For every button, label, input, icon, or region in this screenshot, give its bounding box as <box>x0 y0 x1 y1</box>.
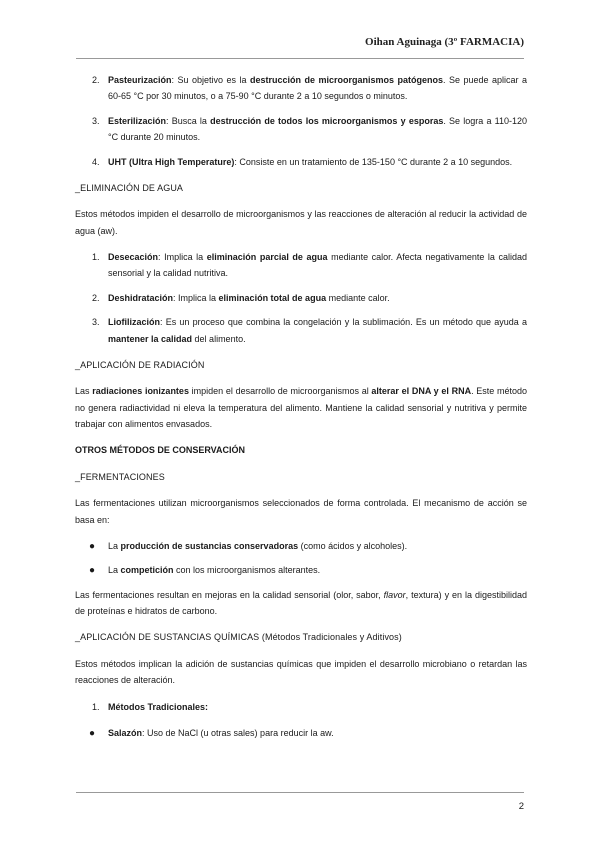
text: Las fermentaciones resultan en mejoras en la calidad sensorial (olor, sabor, <box>75 589 384 600</box>
term: Desecación <box>108 252 159 262</box>
emphasis: competición <box>120 565 174 576</box>
italic-text: flavor <box>383 589 406 600</box>
list-item <box>75 699 527 715</box>
heading-other-methods: OTROS MÉTODOS DE CONSERVACIÓN <box>75 445 246 456</box>
list-number: 4. <box>92 156 100 167</box>
header-divider <box>76 58 524 59</box>
text: : Implica la <box>158 252 207 262</box>
list-number: 2. <box>92 292 100 303</box>
emphasis: destrucción de todos los microorganismos y esporas <box>210 115 444 126</box>
text: : Busca la <box>166 115 211 126</box>
emphasis: alterar el DNA y el RNA <box>371 386 472 397</box>
list-item <box>75 72 527 105</box>
footer-divider <box>76 792 524 793</box>
text: (como ácidos y alcoholes). <box>298 540 408 551</box>
bullet-icon: ● <box>89 540 96 552</box>
list-item <box>75 154 527 170</box>
list-number: 3. <box>92 317 100 328</box>
fermentation-bullets <box>75 538 527 579</box>
chemical-methods-list <box>75 699 527 715</box>
text: : Es un proceso que combina la congelación y la sublimación. Es un método que ayuda a <box>160 317 527 328</box>
section-title-radiation: _APLICACIÓN DE RADIACIÓN <box>75 359 205 370</box>
water-methods-list <box>75 249 527 347</box>
text: mediante calor. <box>326 292 390 303</box>
page-number: 2 <box>518 801 524 812</box>
list-item <box>75 725 527 741</box>
term: Liofilización <box>108 317 161 328</box>
text: La <box>108 565 121 576</box>
section-title-water: _ELIMINACIÓN DE AGUA <box>75 182 184 193</box>
text: . Se logra a 110-120 °C durante 20 minutos. <box>108 115 528 143</box>
text: : Su objetivo es la <box>171 75 250 85</box>
text: _APLICACIÓN DE SUSTANCIAS QUÍMICAS <box>75 632 260 643</box>
list-number: 3. <box>92 115 100 126</box>
bullet-icon: ● <box>89 565 96 577</box>
text: : Consiste en un tratamiento de 135-150 °C durante 2 a 10 segundos. <box>234 156 513 167</box>
document-body <box>75 72 527 749</box>
term: UHT (Ultra High Temperature) <box>108 156 235 167</box>
text: (Métodos Tradicionales y Aditivos) <box>259 632 402 643</box>
list-item <box>75 314 527 347</box>
section-title-chemical <box>75 629 527 645</box>
list-number: 2. <box>92 75 100 85</box>
list-item <box>75 290 527 306</box>
emphasis: eliminación parcial de agua <box>206 252 328 262</box>
text: : Uso de NaCl (u otras sales) para reducir la aw. <box>142 727 334 738</box>
emphasis: mantener la calidad <box>108 333 193 344</box>
term: Métodos Tradicionales: <box>108 701 209 712</box>
list-number: 1. <box>92 701 100 712</box>
list-item <box>75 249 527 282</box>
term: Esterilización <box>108 115 167 126</box>
paragraph: Estos métodos implican la adición de sustancias químicas que impiden el desarrollo microbiano o retardan las reacciones de alteración. <box>75 658 527 686</box>
list-item <box>75 562 527 578</box>
list-item <box>75 538 527 554</box>
paragraph <box>75 587 527 620</box>
text: con los microorganismos alterantes. <box>173 565 321 576</box>
text: La <box>108 540 121 551</box>
emphasis: producción de sustancias conservadoras <box>120 540 299 551</box>
heat-methods-list <box>75 72 527 170</box>
emphasis: radiaciones ionizantes <box>92 386 189 397</box>
paragraph: Las fermentaciones utilizan microorganismos seleccionados de forma controlada. El mecanismo de acción se basa en: <box>75 498 527 525</box>
paragraph: Estos métodos impiden el desarrollo de microorganismos y las reacciones de alteración al reducir la actividad de agua (aw). <box>75 209 527 236</box>
section-title-fermentation: _FERMENTACIONES <box>75 471 165 482</box>
emphasis: destrucción de microorganismos patógenos <box>250 75 443 85</box>
text: del alimento. <box>192 333 246 344</box>
term: Pasteurización <box>108 75 172 85</box>
text: mediante calor. Afecta negativamente la calidad sensorial y la calidad nutritiva. <box>108 252 528 279</box>
text: Las <box>75 386 93 397</box>
paragraph <box>75 383 527 432</box>
text: . Este método no genera radiactividad ni eleva la temperatura del alimento. Mantiene la calidad sensorial y nutritiva y permite trabajar con alimentos envasados. <box>75 386 528 429</box>
text: impiden el desarrollo de microorganismos al <box>188 386 372 397</box>
bullet-icon: ● <box>89 727 96 739</box>
text: , textura) y en la digestibilidad de proteínas e hidratos de carbono. <box>75 589 527 616</box>
text: . Se puede aplicar a 60-65 °C por 30 minutos, o a 75-90 °C durante 2 a 10 segundos o minutos. <box>108 75 527 102</box>
traditional-methods-bullets <box>75 725 527 741</box>
term: Salazón <box>108 727 143 738</box>
list-number: 1. <box>92 252 100 262</box>
text: : Implica la <box>173 292 219 303</box>
page-header-author: Oihan Aguinaga (3º FARMACIA) <box>365 36 524 48</box>
emphasis: eliminación total de agua <box>218 292 327 303</box>
list-item <box>75 113 527 146</box>
term: Deshidratación <box>108 292 174 303</box>
